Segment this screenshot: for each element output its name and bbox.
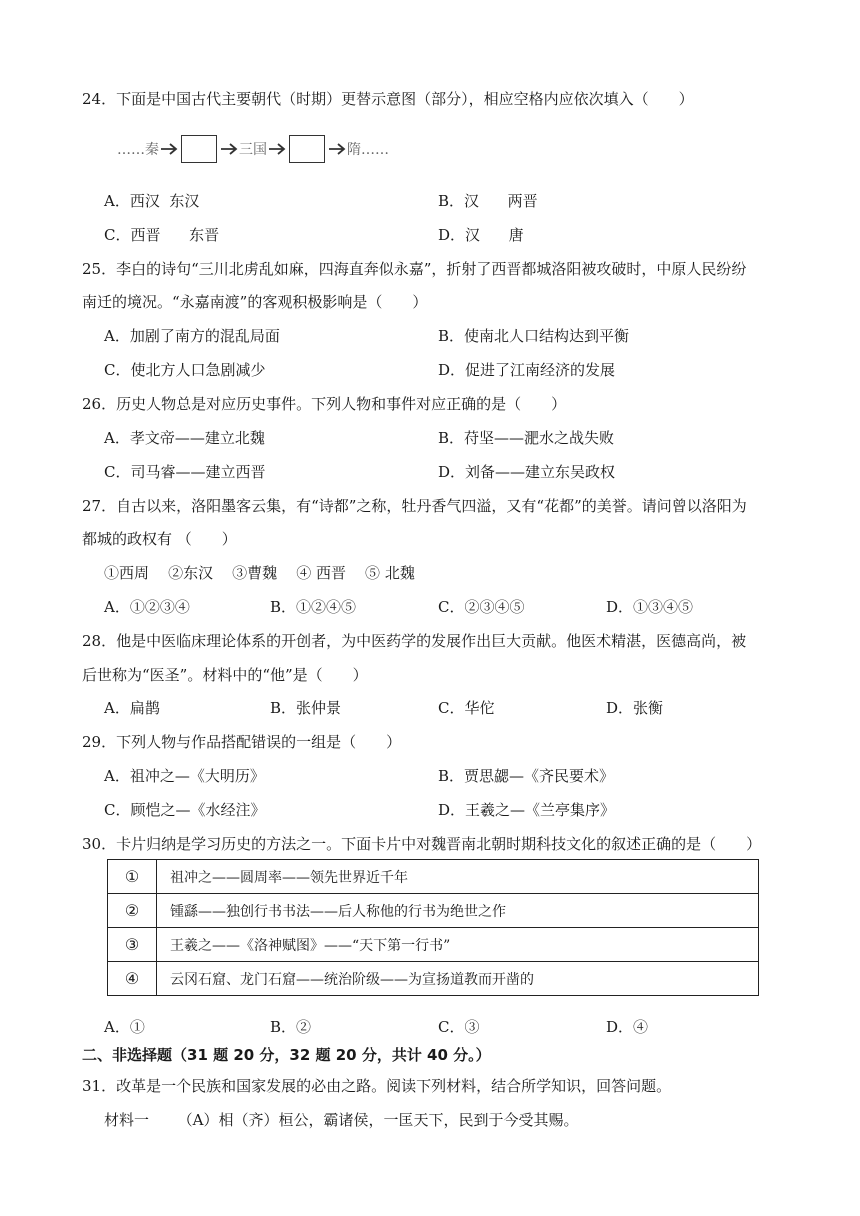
question-25-stem-line1: 25．李白的诗句“三川北虏乱如麻，四海直奔似永嘉”，折射了西晋都城洛阳被攻破时，中原人民纷纷 (82, 260, 747, 278)
q31-material-1: 材料一 （A）相（齐）桓公，霸诸侯，一匡天下，民到于今受其赐。 (104, 1111, 579, 1129)
question-30-stem: 30．卡片归纳是学习历史的方法之一。下面卡片中对魏晋南北朝时期科技文化的叙述正确的是（ ） (82, 835, 762, 853)
q30-option-b: B．② (270, 1018, 312, 1036)
table-row (108, 894, 759, 928)
q27-option-a: A．①②③④ (104, 598, 190, 616)
q25-option-c: C．使北方人口急剧减少 (104, 361, 266, 379)
table-row (108, 928, 759, 962)
card-row-text: 云冈石窟、龙门石窟——统治阶级——为宣扬道教而开凿的 (157, 962, 759, 996)
timeline-end-label: 隋…… (347, 142, 389, 158)
arrow-right-icon (328, 143, 346, 155)
q30-option-c: C．③ (438, 1018, 480, 1036)
card-row-number: ② (108, 894, 157, 928)
q29-option-c: C．顾恺之—《水经注》 (104, 801, 266, 819)
dynasty-timeline-diagram (117, 134, 389, 164)
q27-option-d: D．①③④⑤ (606, 598, 694, 616)
question-26-stem: 26．历史人物总是对应历史事件。下列人物和事件对应正确的是（ ） (82, 395, 567, 413)
table-row (108, 962, 759, 996)
q25-option-a: A．加剧了南方的混乱局面 (104, 327, 280, 345)
q28-option-b: B．张仲景 (270, 699, 342, 717)
timeline-blank-box-2 (289, 135, 325, 163)
question-25-stem-line2: 南迁的境况。“永嘉南渡”的客观积极影响是（ ） (82, 293, 428, 311)
question-28-stem-line1: 28．他是中医临床理论体系的开创者，为中医药学的发展作出巨大贡献。他医术精湛，医德高尚，被 (82, 632, 747, 650)
q29-option-d: D．王羲之—《兰亭集序》 (438, 801, 616, 819)
q27-option-b: B．①②④⑤ (270, 598, 357, 616)
arrow-right-icon (268, 143, 286, 155)
card-row-number: ③ (108, 928, 157, 962)
q30-option-a: A．① (104, 1018, 145, 1036)
q26-option-a: A．孝文帝——建立北魏 (104, 429, 265, 447)
q27-option-c: C．②③④⑤ (438, 598, 525, 616)
question-27-stem-line1: 27．自古以来，洛阳墨客云集，有“诗都”之称，牡丹香气四溢，又有“花都”的美誉。请问曾以洛阳为 (82, 497, 747, 515)
table-row (108, 860, 759, 894)
card-row-number: ④ (108, 962, 157, 996)
question-28-stem-line2: 后世称为“医圣”。材料中的“他”是（ ） (82, 666, 368, 684)
timeline-blank-box-1 (181, 135, 217, 163)
q24-option-d: D．汉 唐 (438, 226, 524, 244)
section-2-heading: 二、非选择题（31 题 20 分，32 题 20 分，共计 40 分。） (82, 1046, 491, 1064)
q28-option-d: D．张衡 (606, 699, 664, 717)
q26-option-c: C．司马睿——建立西晋 (104, 463, 266, 481)
q29-option-a: A．祖冲之—《大明历》 (104, 767, 265, 785)
question-27-stem-line2: 都城的政权有 （ ） (82, 530, 237, 548)
q24-option-b: B．汉 两晋 (438, 192, 538, 210)
q28-option-c: C．华佗 (438, 699, 495, 717)
card-row-number: ① (108, 860, 157, 894)
history-card-table (107, 859, 759, 996)
card-row-text: 祖冲之——圆周率——领先世界近千年 (157, 860, 759, 894)
timeline-start-label: ……秦 (117, 142, 159, 158)
q27-items: ①西周 ②东汉 ③曹魏 ④ 西晋 ⑤ 北魏 (104, 564, 415, 582)
q24-option-a: A．西汉 东汉 (104, 192, 200, 210)
question-29-stem: 29．下列人物与作品搭配错误的一组是（ ） (82, 733, 402, 751)
q25-option-d: D．促进了江南经济的发展 (438, 361, 616, 379)
q28-option-a: A．扁鹊 (104, 699, 160, 717)
q30-option-d: D．④ (606, 1018, 649, 1036)
question-24-stem: 24．下面是中国古代主要朝代（时期）更替示意图（部分），相应空格内应依次填入（ ） (82, 90, 694, 108)
timeline-middle-label: 三国 (239, 142, 267, 158)
q29-option-b: B．贾思勰—《齐民要术》 (438, 767, 615, 785)
card-row-text: 王羲之——《洛神赋图》——“天下第一行书” (157, 928, 759, 962)
q26-option-b: B．苻坚——淝水之战失败 (438, 429, 615, 447)
q26-option-d: D．刘备——建立东吴政权 (438, 463, 616, 481)
q24-option-c: C．西晋 东晋 (104, 226, 220, 244)
question-31-stem: 31．改革是一个民族和国家发展的必由之路。阅读下列材料，结合所学知识，回答问题。 (82, 1077, 672, 1095)
card-row-text: 锺繇——独创行书书法——后人称他的行书为绝世之作 (157, 894, 759, 928)
arrow-right-icon (220, 143, 238, 155)
q25-option-b: B．使南北人口结构达到平衡 (438, 327, 630, 345)
arrow-right-icon (160, 143, 178, 155)
